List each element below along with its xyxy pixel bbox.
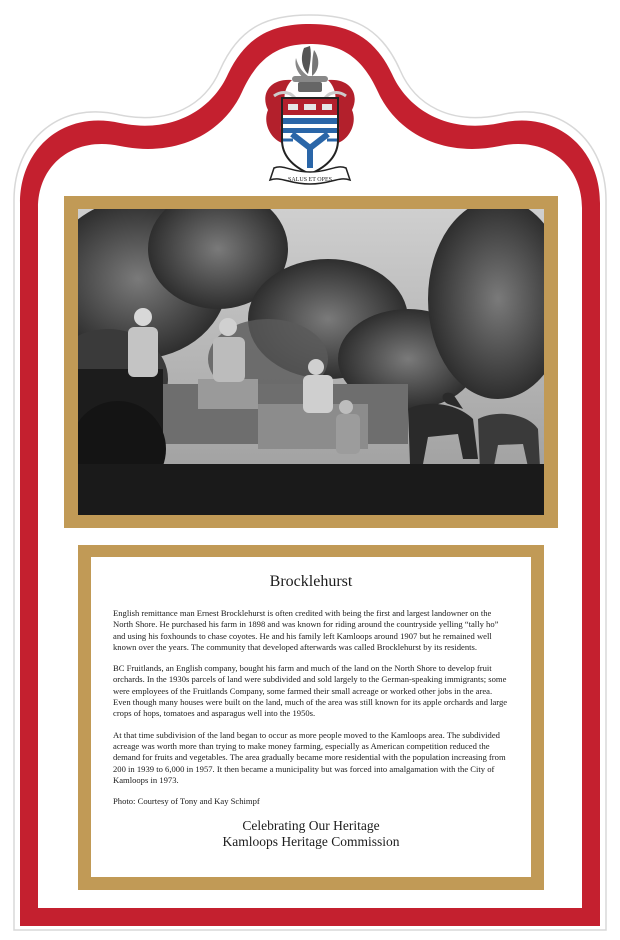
coat-of-arms-icon: [252, 44, 368, 190]
crest-feathers: [302, 46, 311, 74]
footer-commission: Kamloops Heritage Commission: [222, 834, 400, 850]
footer-celebrating: Celebrating Our Heritage: [242, 818, 380, 834]
crest-wreath: [292, 76, 328, 82]
sign-title: Brocklehurst: [269, 573, 353, 590]
photo-credit: Photo: Courtesy of Tony and Kay Schimpf: [113, 796, 260, 807]
historical-photo: [78, 209, 544, 515]
photo-ground: [78, 464, 544, 515]
text-panel: [91, 557, 531, 877]
paragraph-1: English remittance man Ernest Brocklehurst is often credited with being the first and largest landowner on the North Shore. He purchased his farm in 1898 and was known for riding around the countryside yelling “tally ho” and using his foxhounds to chase coyotes. He and his family left Kamloops around 1907 but he remained well known over the years. The community that developed afterwards was called Brocklehurst by its residents.: [113, 608, 499, 652]
motto-text: SALUS ET OPES: [288, 177, 332, 183]
paragraph-2: BC Fruitlands, an English company, bought his farm and much of the land on the North Shore to develop fruit orchards. In the 1930s parcels of land were subdivided and sold largely to the German-speaking immigrants; some were employees of the Fruitlands Company, some farmed their small acreage or worked other jobs in the area. Even though many houses were built on the land, much of the area was still known for its apple orchards and large crops of hops, tomatoes and asparagus well into the 1950s.: [113, 663, 508, 719]
paragraph-3: At that time subdivision of the land began to occur as more people moved to the Kamloops area. The subdivided acreage was worth more than trying to make money farming, especially as American competition reduced the demand for fruits and vegetables. The area gradually became more residential with the population increasing from 200 in 1939 to 6,000 in 1957. It then became a municipality but was forced into amalgamation with the City of Kamloops in 1973.: [113, 729, 506, 785]
